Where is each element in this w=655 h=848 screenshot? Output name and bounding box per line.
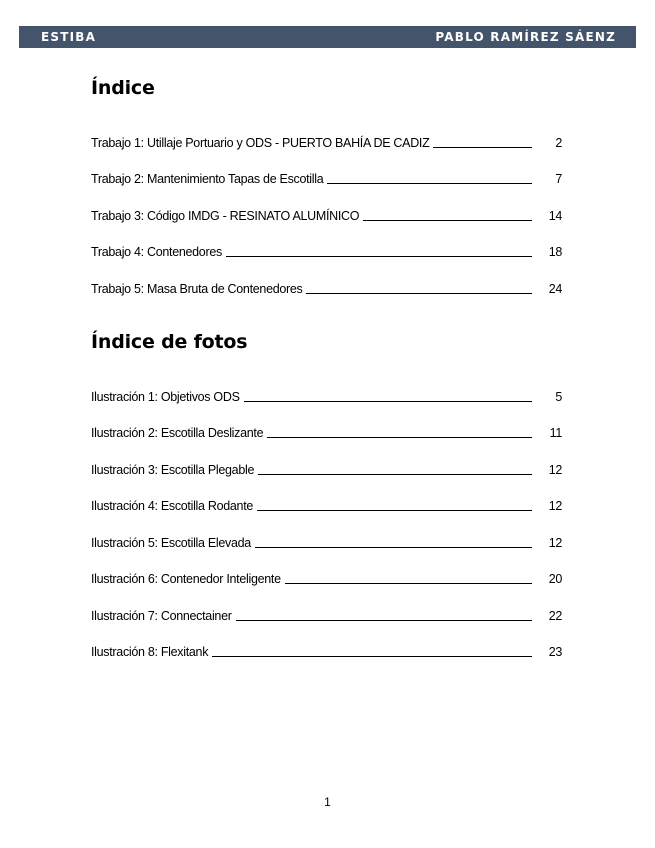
toc-entry[interactable]	[91, 587, 562, 624]
toc-entry[interactable]	[91, 441, 562, 478]
toc-leader-line	[212, 656, 532, 657]
toc-leader-line	[306, 293, 532, 294]
toc-entry[interactable]	[91, 151, 562, 188]
toc-entry-page: 7	[555, 172, 562, 186]
toc-entry-label: Ilustración 6: Contenedor Inteligente	[91, 572, 281, 586]
toc-entry-page: 2	[555, 135, 562, 150]
photo-index-title: Índice de fotos	[91, 331, 248, 353]
toc-entry-label: Trabajo 3: Código IMDG - RESINATO ALUMÍNICO	[91, 208, 360, 223]
toc-entry[interactable]	[91, 478, 562, 515]
toc-entry-page: 22	[548, 608, 562, 623]
toc-entry-label: Trabajo 4: Contenedores	[91, 245, 222, 259]
page-header	[19, 26, 636, 48]
toc-entry[interactable]	[91, 514, 562, 551]
toc-leader-line	[226, 256, 532, 257]
toc-leader-line	[255, 547, 532, 548]
toc-entry-label: Trabajo 1: Utillaje Portuario y ODS - PUERTO BAHÍA DE CADIZ	[91, 135, 430, 150]
toc-entry-page: 14	[548, 208, 562, 223]
toc-entry[interactable]	[91, 368, 562, 405]
toc-leader-line	[244, 401, 532, 402]
toc-leader-line	[363, 220, 532, 221]
toc-entry-page: 12	[548, 462, 562, 477]
photo-index-list	[91, 368, 562, 660]
toc-leader-line	[267, 437, 532, 438]
page-number: 1	[324, 795, 331, 809]
toc-leader-line	[236, 620, 532, 621]
toc-entry[interactable]	[91, 114, 562, 151]
toc-entry-label: Ilustración 7: Connectainer	[91, 608, 232, 623]
toc-entry[interactable]	[91, 405, 562, 442]
toc-entry-page: 18	[548, 245, 562, 259]
toc-entry-label: Ilustración 2: Escotilla Deslizante	[91, 426, 264, 440]
toc-entry-label: Ilustración 1: Objetivos ODS	[91, 389, 240, 404]
toc-entry-page: 5	[555, 389, 562, 404]
toc-entry-label: Ilustración 8: Flexitank	[91, 645, 209, 659]
toc-entry[interactable]	[91, 551, 562, 588]
toc-entry-page: 12	[548, 535, 562, 550]
header-author-name: PABLO RAMÍREZ SÁENZ	[435, 30, 616, 44]
header-section-title: ESTIBA	[41, 30, 97, 44]
toc-entry-label: Ilustración 5: Escotilla Elevada	[91, 535, 251, 550]
toc-entry[interactable]	[91, 224, 562, 261]
toc-entry-label: Ilustración 3: Escotilla Plegable	[91, 462, 255, 477]
toc-entry-page: 20	[548, 572, 562, 586]
toc-entry-page: 24	[548, 281, 562, 296]
toc-leader-line	[285, 583, 532, 584]
toc-entry-page: 12	[548, 499, 562, 513]
toc-entry[interactable]	[91, 260, 562, 297]
toc-entry-page: 23	[548, 645, 562, 659]
toc-entry-label: Trabajo 5: Masa Bruta de Contenedores	[91, 281, 303, 296]
toc-leader-line	[258, 474, 532, 475]
index-list	[91, 114, 562, 297]
toc-leader-line	[327, 183, 532, 184]
index-title: Índice	[91, 77, 155, 99]
toc-leader-line	[257, 510, 532, 511]
toc-entry-label: Trabajo 2: Mantenimiento Tapas de Escotilla	[91, 172, 324, 186]
toc-entry[interactable]	[91, 187, 562, 224]
toc-entry-label: Ilustración 4: Escotilla Rodante	[91, 499, 254, 513]
toc-entry[interactable]	[91, 624, 562, 661]
toc-entry-page: 11	[549, 426, 562, 440]
toc-leader-line	[433, 147, 532, 148]
